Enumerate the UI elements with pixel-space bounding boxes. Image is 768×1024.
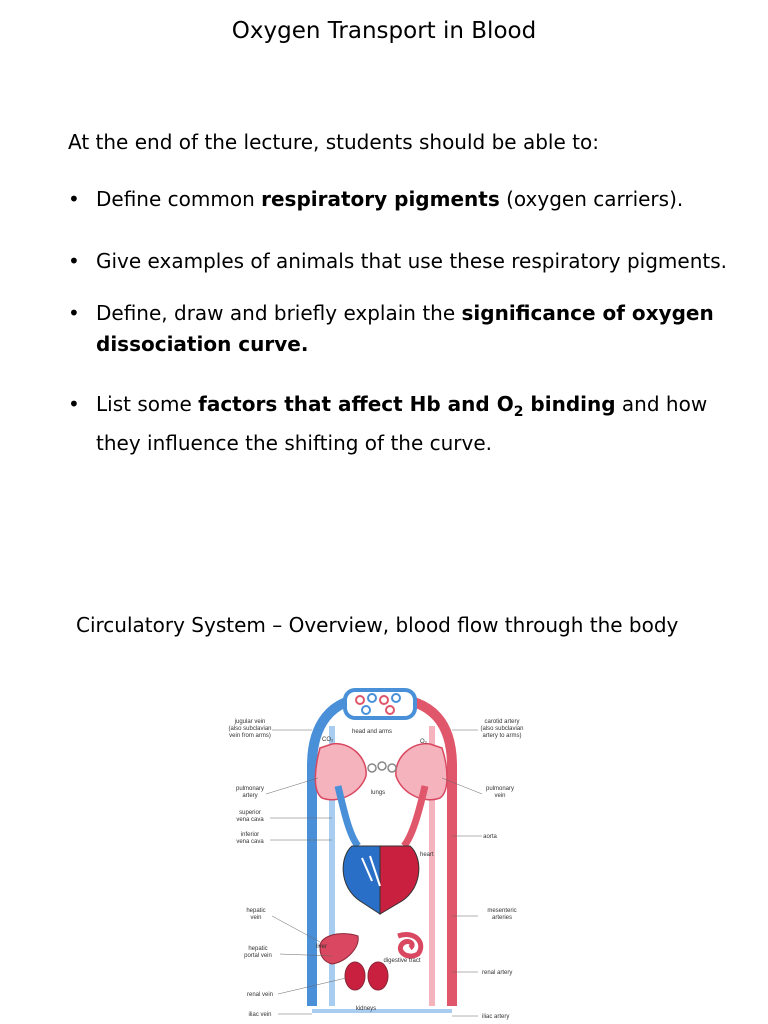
- svg-text:vena cava: vena cava: [236, 839, 264, 845]
- svg-text:kidneys: kidneys: [355, 1006, 377, 1012]
- section-title: Circulatory System – Overview, blood flow through the body: [76, 613, 679, 637]
- svg-text:pulmonary: pulmonary: [485, 786, 515, 792]
- head-capillaries: [345, 690, 415, 718]
- svg-text:head and arms: head and arms: [351, 729, 393, 735]
- intro-text: At the end of the lecture, students should be able to:: [68, 130, 599, 154]
- svg-text:digestive tract: digestive tract: [383, 958, 421, 964]
- svg-text:vena cava: vena cava: [236, 817, 264, 823]
- svg-text:vein: vein: [250, 915, 262, 921]
- objective-item: • Give examples of animals that use these respiratory pigments.: [68, 246, 748, 277]
- objectives-list: [68, 184, 748, 459]
- page-title: Oxygen Transport in Blood: [231, 18, 537, 44]
- heart: [343, 846, 419, 914]
- svg-text:jugular vein: jugular vein: [234, 719, 266, 725]
- svg-text:carotid artery: carotid artery: [484, 719, 520, 725]
- svg-text:superior: superior: [239, 810, 261, 816]
- svg-text:aorta: aorta: [483, 834, 497, 840]
- svg-text:iliac artery: iliac artery: [482, 1014, 510, 1020]
- digestive-tract: [398, 935, 421, 957]
- svg-text:vein: vein: [494, 793, 506, 799]
- objective-item: • Define common respiratory pigments (oxygen carriers).: [68, 184, 748, 215]
- svg-text:hepatic: hepatic: [246, 908, 266, 914]
- objective-item: • Define, draw and briefly explain the significance of oxygen dissociation curve.: [68, 298, 748, 360]
- svg-text:iliac vein: iliac vein: [248, 1012, 272, 1018]
- svg-text:lungs: lungs: [370, 790, 386, 796]
- svg-text:(also subclavian: (also subclavian: [480, 726, 524, 732]
- svg-text:O₂: O₂: [420, 739, 427, 745]
- svg-text:vein from arms): vein from arms): [229, 733, 271, 739]
- svg-text:heart: heart: [420, 852, 434, 858]
- circulatory-diagram: [220, 686, 540, 1024]
- kidney-right: [368, 962, 388, 990]
- svg-text:liver: liver: [316, 944, 328, 950]
- svg-text:artery: artery: [242, 793, 258, 799]
- svg-text:pulmonary: pulmonary: [235, 786, 265, 792]
- svg-text:(also subclavian: (also subclavian: [228, 726, 272, 732]
- svg-text:CO₂: CO₂: [322, 737, 334, 743]
- svg-text:renal artery: renal artery: [482, 970, 513, 976]
- svg-text:portal vein: portal vein: [244, 953, 272, 959]
- svg-text:mesenteric: mesenteric: [487, 908, 517, 914]
- kidney-left: [345, 962, 365, 990]
- svg-text:renal vein: renal vein: [246, 992, 274, 998]
- objective-item: • List some factors that affect Hb and $O_2$ binding and how they influence the shifting of the curve.: [68, 389, 748, 459]
- svg-text:inferior: inferior: [240, 832, 260, 838]
- svg-text:hepatic: hepatic: [248, 946, 268, 952]
- svg-text:artery to arms): artery to arms): [482, 733, 522, 739]
- svg-text:arteries: arteries: [491, 915, 513, 921]
